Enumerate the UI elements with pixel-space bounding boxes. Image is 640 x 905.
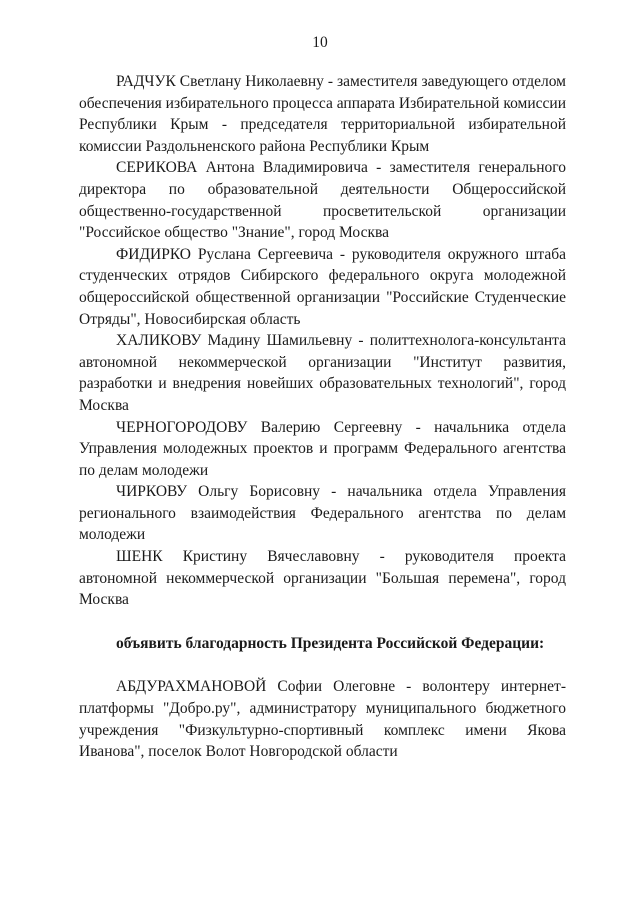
entry-abdurakhmanova: АБДУРАХМАНОВОЙ Софии Олеговне - волонтеру интернет-платформы "Добро.ру", администратору муниципального бюджетного учреждения "Физкультурно-спортивный комплекс имени Якова Иванова", поселок Волот Новгородской области [79, 678, 566, 761]
entry-chirkova: ЧИРКОВУ Ольгу Борисовну - начальника отдела Управления регионального взаимодействия Федерального агентства по делам молодежи [79, 483, 566, 544]
spacer [79, 654, 566, 676]
document-body [79, 71, 566, 763]
entry-serikov: СЕРИКОВА Антона Владимировича - заместителя генерального директора по образовательной деятельности Общероссийской общественно-государственной просветительской организации "Российское общество "Знание", город Москва [79, 159, 566, 242]
page-number: 10 [312, 34, 328, 51]
section-heading: объявить благодарность Президента Российской Федерации: [116, 634, 545, 652]
entry-chernogorodova: ЧЕРНОГОРОДОВУ Валерию Сергеевну - начальника отдела Управления молодежных проектов и программ Федерального агентства по делам молодежи [79, 418, 566, 479]
spacer [79, 611, 566, 633]
entry-radchuk: РАДЧУК Светлану Николаевну - заместителя заведующего отделом обеспечения избирательного процесса аппарата Избирательной комиссии Республики Крым - председателя территориальной избирательной комиссии Раздольненского района Республики Крым [79, 73, 566, 155]
entry-fidirko: ФИДИРКО Руслана Сергеевича - руководителя окружного штаба студенческих отрядов Сибирского федерального округа молодежной общероссийской общественной организации "Российские Студенческие Отряды", Новосибирская область [79, 245, 566, 328]
entry-khalikova: ХАЛИКОВУ Мадину Шамильевну - политтехнолога-консультанта автономной некоммерческой организации "Институт развития, разработки и внедрения новейших образовательных технологий", город Москва [79, 332, 566, 414]
entry-shenk: ШЕНК Кристину Вячеславовну - руководителя проекта автономной некоммерческой организации "Большая перемена", город Москва [79, 548, 566, 609]
